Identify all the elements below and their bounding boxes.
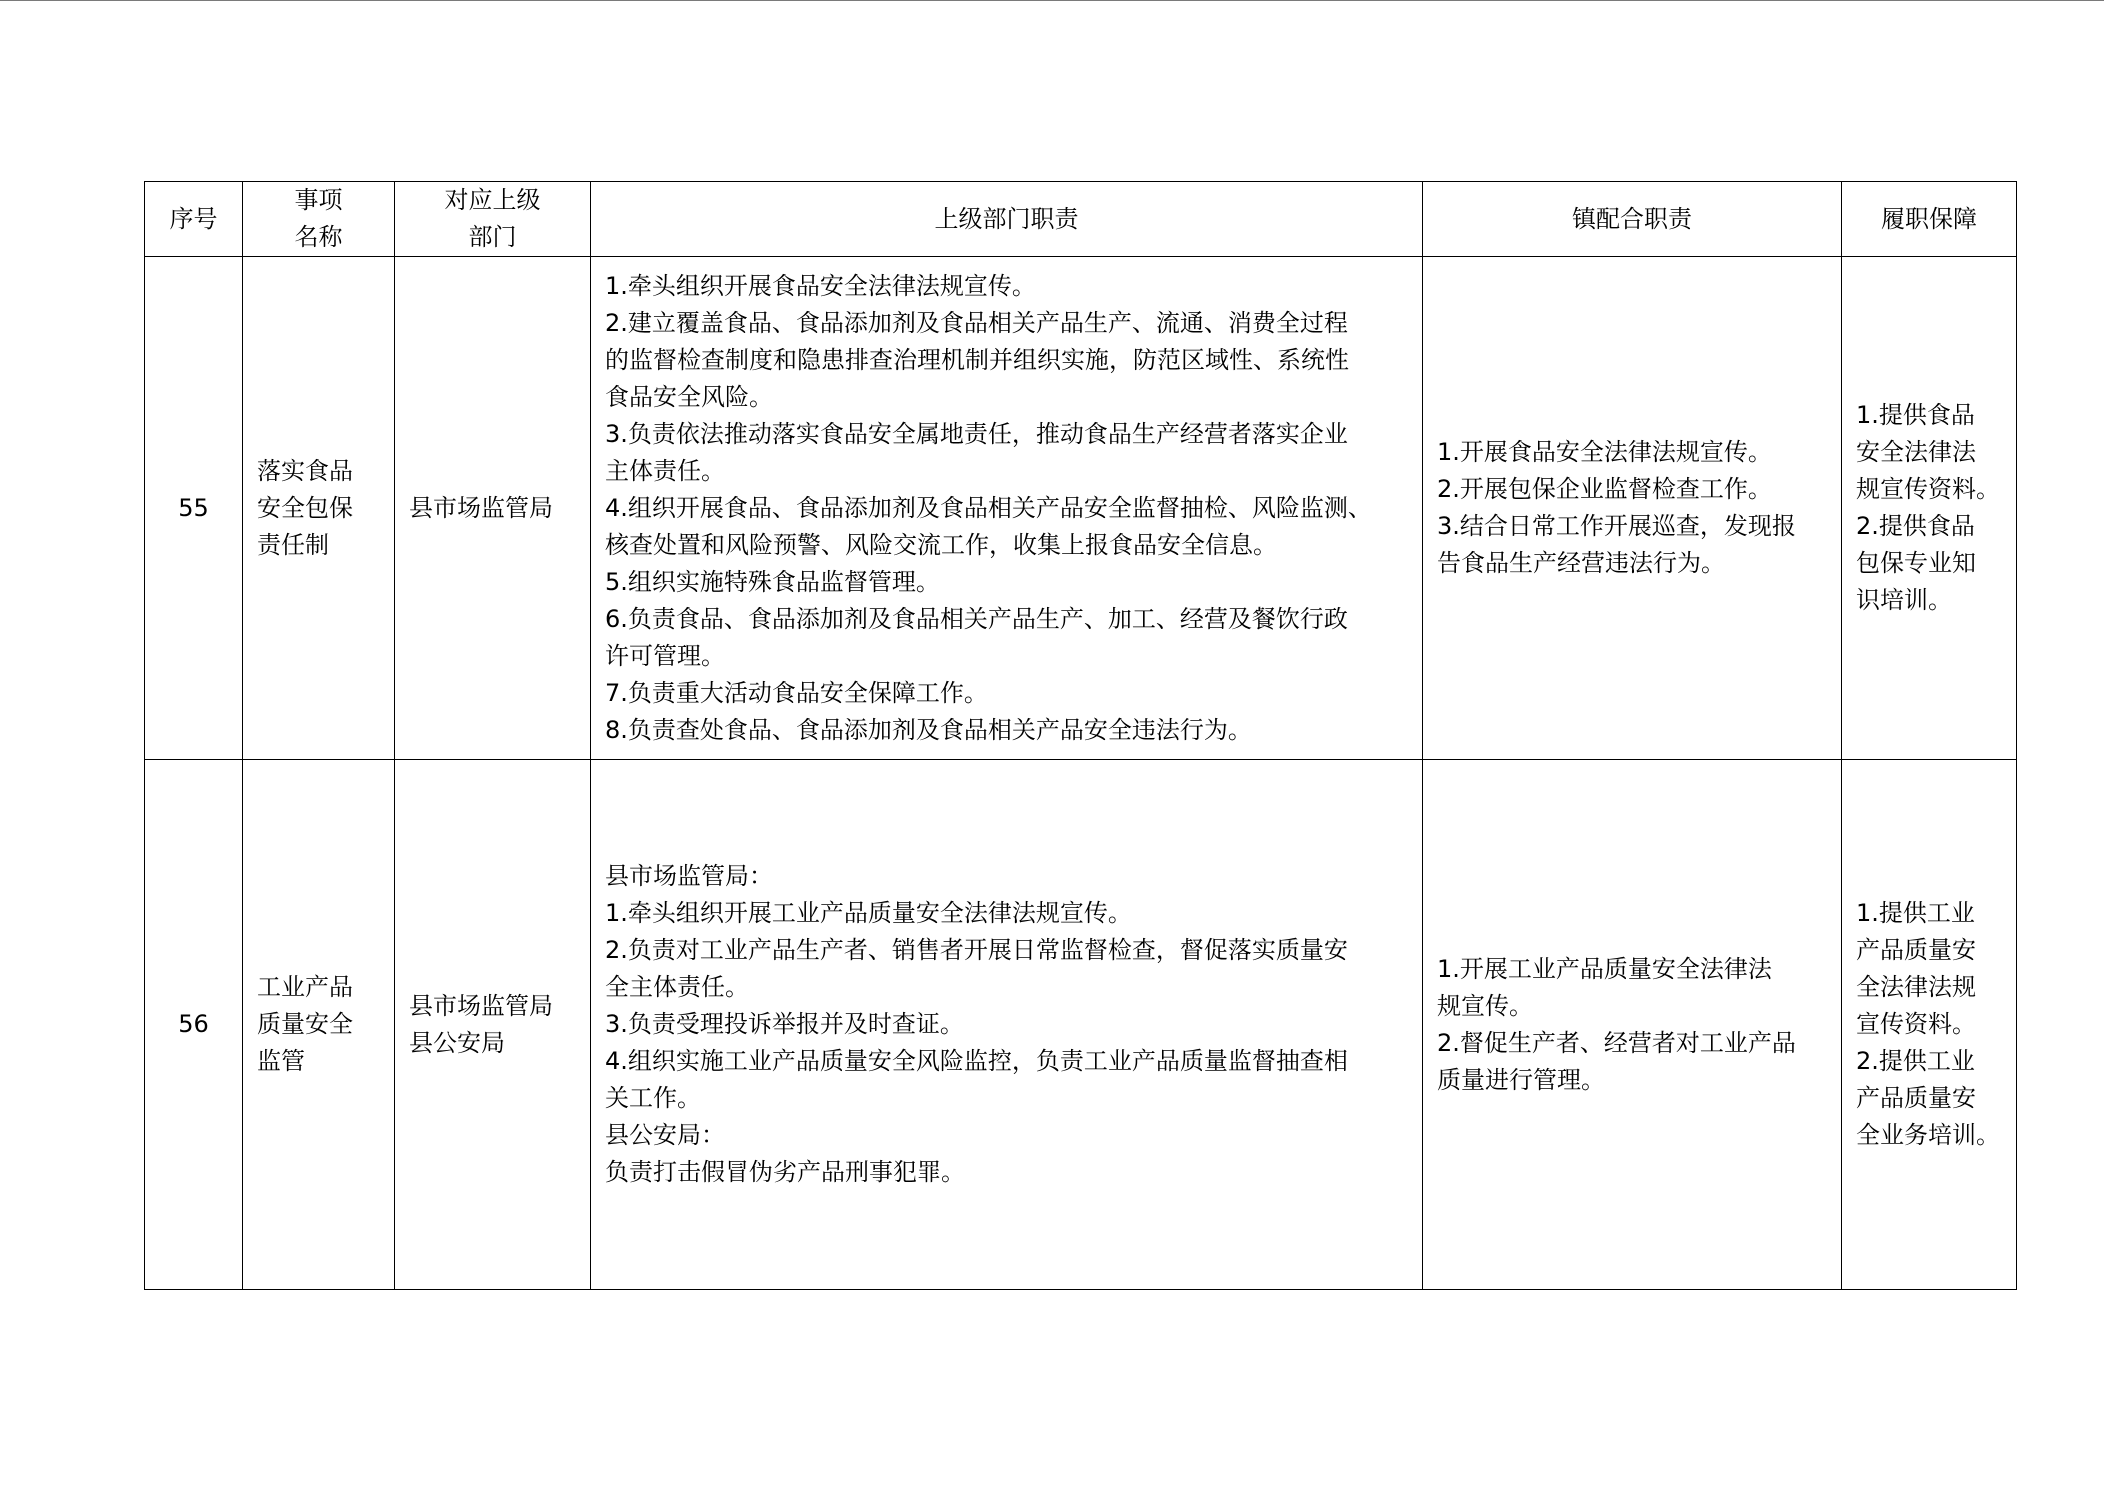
duty-line: 县公安局： — [605, 1121, 725, 1149]
duty-line: 3.负责受理投诉举报并及时查证。 — [605, 1010, 964, 1038]
duty-line: 8.负责查处食品、食品添加剂及食品相关产品安全违法行为。 — [605, 715, 1252, 744]
row-seq — [145, 257, 243, 760]
item-name-line: 落实食品 — [257, 456, 353, 485]
duty-line: 核查处置和风险预警、风险交流工作，收集上报食品安全信息。 — [605, 530, 1277, 559]
duty-line: 3.负责依法推动落实食品安全属地责任，推动食品生产经营者落实企业 — [605, 419, 1348, 448]
item-name-line: 安全包保 — [257, 493, 353, 522]
guarantee-line: 1.提供工业 — [1856, 899, 1975, 927]
guarantee-line: 安全法律法 — [1856, 438, 1976, 466]
town-duty-line: 2.督促生产者、经营者对工业产品 — [1437, 1028, 1796, 1057]
town-duty-line: 3.结合日常工作开展巡查，发现报 — [1437, 512, 1796, 540]
table-row — [145, 257, 2017, 760]
duty-line: 6.负责食品、食品添加剂及食品相关产品生产、加工、经营及餐饮行政 — [605, 604, 1348, 633]
row-superior-duty — [591, 257, 1423, 760]
item-name-line: 监管 — [257, 1047, 305, 1075]
duty-line: 许可管理。 — [605, 641, 725, 670]
duty-line: 2.负责对工业产品生产者、销售者开展日常监督检查，督促落实质量安 — [605, 936, 1348, 964]
row-superior-dept — [395, 760, 591, 1290]
header-superior-dept — [395, 182, 591, 257]
duty-line: 关工作。 — [605, 1084, 701, 1112]
guarantee-line: 2.提供工业 — [1856, 1047, 1975, 1075]
guarantee-line: 2.提供食品 — [1856, 512, 1975, 540]
row-seq-value: 55 — [178, 493, 209, 522]
header-seq — [145, 182, 243, 257]
duty-line: 4.组织开展食品、食品添加剂及食品相关产品安全监督抽检、风险监测、 — [605, 493, 1372, 522]
row-item-name — [243, 760, 395, 1290]
duty-line: 7.负责重大活动食品安全保障工作。 — [605, 678, 988, 707]
superior-dept-line: 县市场监管局 — [409, 991, 553, 1020]
duty-line: 2.建立覆盖食品、食品添加剂及食品相关产品生产、流通、消费全过程 — [605, 308, 1348, 337]
table-row — [145, 760, 2017, 1290]
guarantee-line: 产品质量安 — [1856, 1084, 1976, 1112]
header-superior-duty-label: 上级部门职责 — [934, 204, 1079, 233]
town-duty-line: 1.开展食品安全法律法规宣传。 — [1437, 438, 1772, 466]
duty-line: 负责打击假冒伪劣产品刑事犯罪。 — [605, 1158, 965, 1186]
guarantee-line: 1.提供食品 — [1856, 401, 1975, 429]
row-seq-value: 56 — [178, 1010, 209, 1038]
guarantee-line: 产品质量安 — [1856, 936, 1976, 964]
row-guarantee — [1842, 257, 2017, 760]
row-town-duty — [1423, 760, 1842, 1290]
header-town-duty — [1423, 182, 1842, 257]
town-duty-line: 规宣传。 — [1437, 991, 1533, 1020]
header-superior-dept-line: 部门 — [468, 223, 517, 251]
duty-line: 1.牵头组织开展工业产品质量安全法律法规宣传。 — [605, 899, 1132, 927]
item-name-line: 质量安全 — [257, 1010, 353, 1038]
page-top-border — [0, 0, 2104, 1]
header-guarantee — [1842, 182, 2017, 257]
duty-line: 5.组织实施特殊食品监督管理。 — [605, 567, 940, 596]
superior-dept-line: 县公安局 — [409, 1028, 505, 1057]
guarantee-line: 全业务培训。 — [1856, 1121, 2000, 1149]
duty-line: 县市场监管局： — [605, 862, 773, 890]
row-item-name — [243, 257, 395, 760]
header-item-name — [243, 182, 395, 257]
duty-line: 全主体责任。 — [605, 973, 749, 1001]
guarantee-line: 规宣传资料。 — [1856, 475, 2000, 503]
header-item-name-line: 事项 — [294, 186, 343, 214]
duty-table — [144, 181, 2017, 1290]
row-guarantee — [1842, 760, 2017, 1290]
duty-line: 的监督检查制度和隐患排查治理机制并组织实施，防范区域性、系统性 — [605, 345, 1349, 374]
guarantee-line: 识培训。 — [1856, 586, 1952, 614]
row-superior-dept — [395, 257, 591, 760]
row-seq — [145, 760, 243, 1290]
header-guarantee-label: 履职保障 — [1881, 204, 1977, 233]
duty-line: 4.组织实施工业产品质量安全风险监控，负责工业产品质量监督抽查相 — [605, 1047, 1348, 1075]
header-row — [145, 182, 2017, 257]
duty-line: 1.牵头组织开展食品安全法律法规宣传。 — [605, 271, 1036, 300]
header-town-duty-label: 镇配合职责 — [1572, 204, 1692, 233]
header-superior-duty — [591, 182, 1423, 257]
guarantee-line: 宣传资料。 — [1856, 1010, 1976, 1038]
row-superior-duty — [591, 760, 1423, 1290]
town-duty-line: 告食品生产经营违法行为。 — [1437, 549, 1725, 577]
town-duty-line: 1.开展工业产品质量安全法律法 — [1437, 954, 1772, 983]
duty-line: 主体责任。 — [605, 456, 725, 485]
header-superior-dept-line: 对应上级 — [444, 186, 541, 214]
duty-line: 食品安全风险。 — [605, 382, 773, 411]
header-item-name-line: 名称 — [294, 223, 343, 251]
header-seq-label: 序号 — [169, 204, 218, 233]
row-town-duty — [1423, 257, 1842, 760]
item-name-line: 责任制 — [257, 530, 329, 559]
item-name-line: 工业产品 — [257, 973, 353, 1001]
town-duty-line: 2.开展包保企业监督检查工作。 — [1437, 475, 1772, 503]
guarantee-line: 全法律法规 — [1856, 973, 1976, 1001]
superior-dept-line: 县市场监管局 — [409, 493, 553, 522]
town-duty-line: 质量进行管理。 — [1437, 1065, 1605, 1094]
guarantee-line: 包保专业知 — [1856, 549, 1976, 577]
